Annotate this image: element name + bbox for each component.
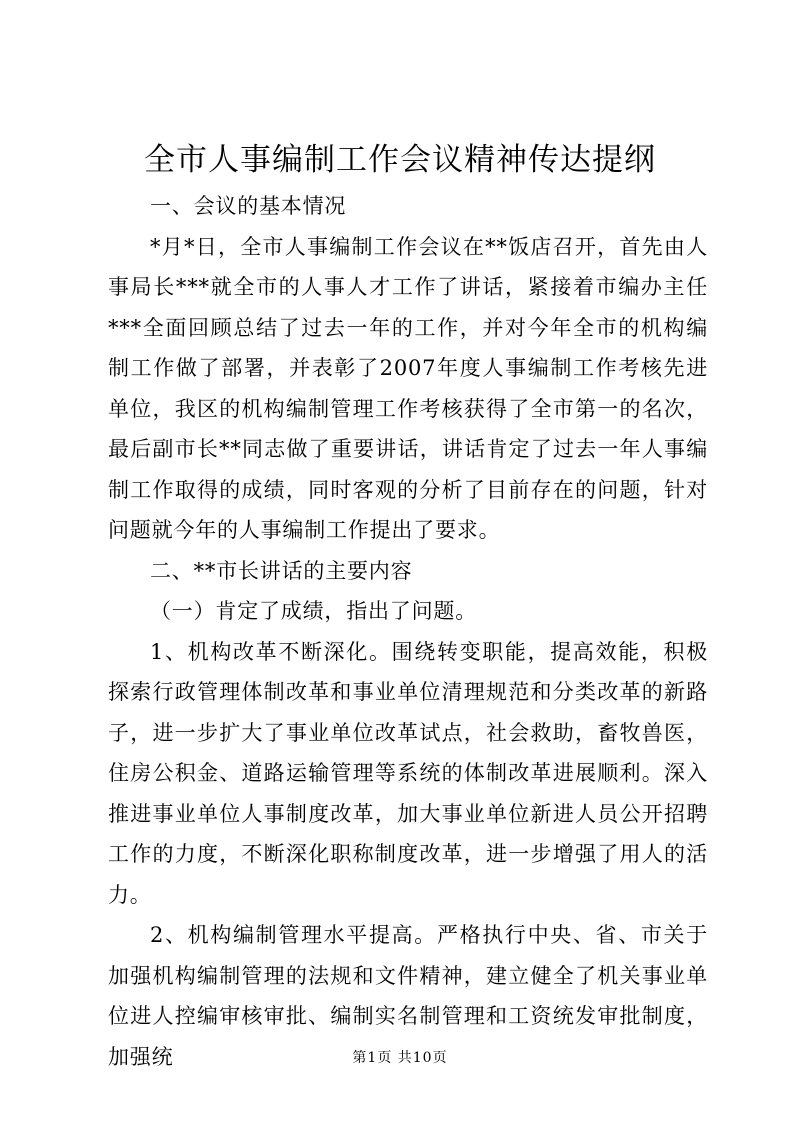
section-heading-2: 二、**市长讲话的主要内容 [150,558,413,583]
section-1-paragraph: *月*日，全市人事编制工作会议在**饭店召开，首先由人事局长***就全市的人事人才工作了讲话，紧接着市编办主任***全面回顾总结了过去一年的工作，并对今年全市的机构编制工作做了部署，并表彰了2007年度人事编制工作考核先进单位，我区的机构编制管理工作考核获得了全市第一的名次，最后副市长**同志做了重要讲话，讲话肯定了过去一年人事编制工作取得的成绩，同时客观的分析了目前存在的问题，针对问题就今年的人事编制工作提出了要求。 [108,234,708,542]
item-1-paragraph: 1、机构改革不断深化。围绕转变职能，提高效能，积极探索行政管理体制改革和事业单位清理规范和分类改革的新路子，进一步扩大了事业单位改革试点，社会救助，畜牧兽医，住房公积金、道路运输管理等系统的体制改革进展顺利。深入推进事业单位人事制度改革，加大事业单位新进人员公开招聘工作的力度，不断深化职称制度改革，进一步增强了用人的活力。 [108,639,708,907]
subsection-heading-1: （一）肯定了成绩，指出了问题。 [150,599,477,623]
section-heading-1: 一、会议的基本情况 [150,194,347,218]
page-footer: 第1页 共10页 [352,1050,448,1066]
document-title: 全市人事编制工作会议精神传达提纲 [144,142,656,178]
document-body [108,186,708,1077]
item-2-paragraph: 2、机构编制管理水平提高。严格执行中央、省、市关于加强机构编制管理的法规和文件精神，建立健全了机关事业单位进人控编审核审批、编制实名制管理和工资统发审批制度，加强统 [108,923,708,1069]
